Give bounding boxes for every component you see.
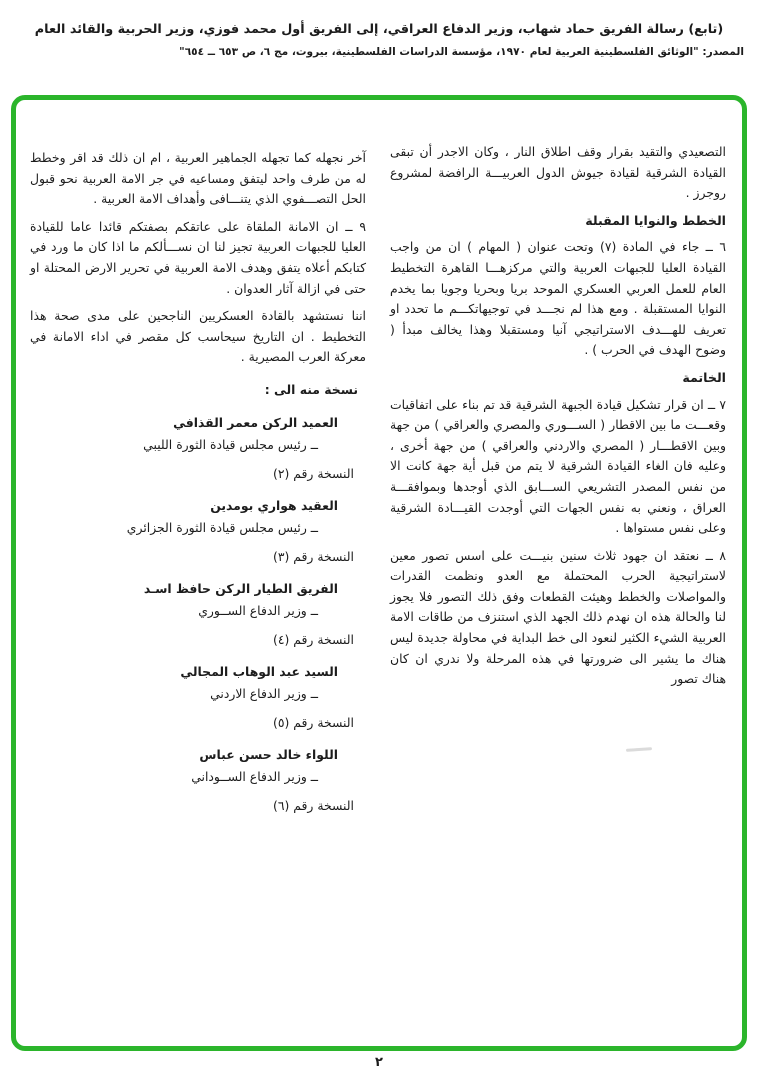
- copy-recipient-name: اللواء خالد حسن عباس: [199, 746, 338, 762]
- paragraph-continuation: التصعيدي والتقيد بقرار وقف اطلاق النار ، وكان الاجدر أن تبقى القيادة الشرقية لقيادة جيوش الدول العربيـــة الرافضة لمشروع روجرز .: [390, 144, 726, 201]
- right-column: [390, 142, 726, 816]
- document-header: [0, 22, 758, 58]
- header-title: (تابع) رسالة الفريق حماد شهاب، وزير الدفاع العراقي، إلى الفريق أول محمد فوزي، وزير الحربية والقائد العام: [34, 22, 724, 37]
- section-heading-conclusion: الخاتمة: [682, 369, 726, 385]
- copy-entry: [30, 745, 366, 816]
- green-frame: [11, 95, 747, 1051]
- paragraph-item-9: ٩ ــ ان الامانة الملقاة على عاتقكم بصفتكم قائدا عاما للقيادة العليا للجبهات العربية تجيز لنا ان نســـألكم ما اذا كان ما ورد في كتابكم أعلاه يتفق وهدف الامة العربية في تحرير الارض المحتلة او حتى في ازالة آثار العدوان .: [30, 218, 366, 296]
- header-source-line: المصدر: "الوثائق الفلسطينية العربية لعام ١٩٧٠، مؤسسة الدراسات الفلسطينية، بيروت، مج ٦، ص ٦٥٣ ــ ٦٥٤": [179, 46, 744, 58]
- left-column: [30, 142, 366, 816]
- copy-entry: [30, 662, 366, 733]
- page-number: ٢: [375, 1055, 383, 1070]
- paragraph-item-6: ٦ ــ جاء في المادة (٧) وتحت عنوان ( المهام ) ان من واجب القيادة العليا للجبهات العربية والتي مركزهـــا القاهرة التخطيط العام للعمل العربي العسكري الموحد بريا وبحريا وجويا بما يخدم النوايا المستقبلة . ومع هذا لم نجـــد في توجيهاتكـــم ما تحدد او تعريف للهـــدف الاستراتيجي آنيا ومستقبلا وهذا يخالف مبدأ ( وضوح الهدف في الحرب ) .: [390, 239, 726, 358]
- copy-recipient-role: ــ رئيس مجلس قيادة الثورة الجزائري: [126, 519, 318, 535]
- copy-number: النسخة رقم (٤): [272, 631, 354, 647]
- section-heading-plans: الخطط والنوايا المقبلة: [585, 212, 726, 228]
- copy-entry: [30, 413, 366, 484]
- copy-recipient-name: العميد الركن معمر القذافي: [173, 414, 338, 430]
- copy-number: النسخة رقم (٦): [272, 797, 354, 813]
- copy-recipient-role: ــ وزير الدفاع الاردني: [210, 685, 318, 701]
- text-columns: [16, 100, 742, 816]
- paragraph-continuation-2: آخر نجهله كما تجهله الجماهير العربية ، ام ان ذلك قد اقر وخطط له من طرف واحد ليتفق ومساعيه في جر الامة العربية نحو قبول الحل التصـــفوي الذي يتنـــافى وأهداف الامة العربية .: [30, 150, 366, 207]
- copy-number: النسخة رقم (٢): [272, 465, 354, 481]
- copy-recipient-name: الفريق الطيار الركن حافظ اسـد: [143, 580, 338, 596]
- copy-recipient-role: ــ رئيس مجلس قيادة الثورة الليبي: [143, 436, 318, 452]
- copy-recipient-role: ــ وزير الدفاع الســوداني: [191, 768, 318, 784]
- copy-entry: [30, 579, 366, 650]
- copy-number: النسخة رقم (٥): [272, 714, 354, 730]
- paragraph-item-7: ٧ ــ ان قرار تشكيل قيادة الجبهة الشرقية قد تم بناء على اتفاقيات وقعـــت ما بين الاقطار ( الســـوري والمصري والعراقي ) من جهة وبين الاقطـــار ( المصري والاردني والعراقي ) من جهة أخرى ، وعليه فان الغاء القيادة الشرقية لا يتم من قبل أية جهة كانت الا من نفس المصدر التشريعي الســـابق الذي أوجدها وبموافقـــة العراق ، ونعني به نفس الجهات التي أوجدت القيـــادة الشرقية وعلى نفس مستواها .: [390, 396, 726, 536]
- copy-number: النسخة رقم (٣): [272, 548, 354, 564]
- copy-recipient-role: ــ وزير الدفاع الســوري: [198, 602, 318, 618]
- copies-intro: نسخة منه الى :: [264, 381, 358, 397]
- paragraph-closing: اننا نستشهد بالقادة العسكريين الناجحين على مدى صحة هذا التخطيط . ان التاريخ سيحاسب كل مقصر في اداء الامانة في معركة العرب المصيرية .: [30, 308, 366, 365]
- paragraph-item-8: ٨ ــ نعتقد ان جهود ثلاث سنين بنيـــت على اسس تصور معين لاستراتيجية الحرب المحتملة مع العدو ونظمت القدرات والمواصلات والخطط وهيئت القطعات وفق ذلك التصور فلا يجوز لنا والحالة هذه ان نهدم ذلك الجهد الذي استنزف من طاقات الامة العربية الشيء الكثير لنعود الى خط البداية في محاولة جديدة ليس هناك ما يشير الى ضرورتها في هذه المرحلة ولا ندري ان كان هناك تصور: [390, 547, 726, 687]
- copy-recipient-name: السيد عبد الوهاب المجالي: [180, 663, 338, 679]
- copy-recipient-name: العقيد هواري بومدين: [210, 497, 338, 513]
- copy-entry: [30, 496, 366, 567]
